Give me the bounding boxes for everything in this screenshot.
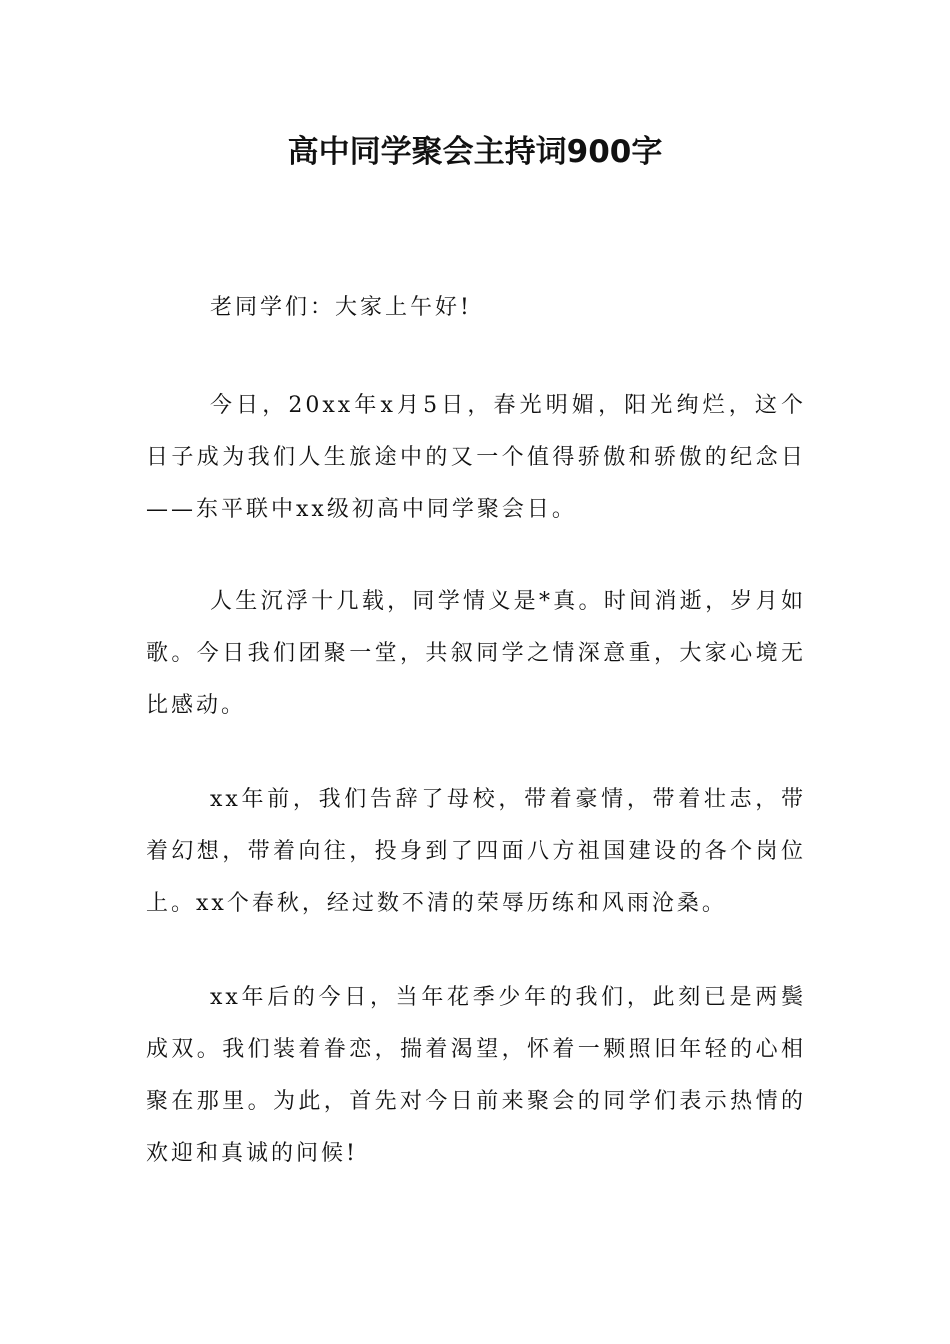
greeting-paragraph: 老同学们：大家上午好! (210, 295, 472, 320)
body-paragraph: 人生沉浮十几载，同学情义是*真。时间消逝，岁月如歌。今日我们团聚一堂，共叙同学之情深意重，大家心境无比感动。 (146, 589, 806, 718)
document-title: 高中同学聚会主持词900字 (287, 134, 663, 170)
body-paragraph: 今日，20xx年x月5日，春光明媚，阳光绚烂，这个日子成为我们人生旅途中的又一个值得骄傲和骄傲的纪念日——东平联中xx级初高中同学聚会日。 (146, 393, 806, 522)
body-paragraph: xx年前，我们告辞了母校，带着豪情，带着壮志，带着幻想，带着向往，投身到了四面八方祖国建设的各个岗位上。xx个春秋，经过数不清的荣辱历练和风雨沧桑。 (146, 787, 806, 916)
body-paragraph: xx年后的今日，当年花季少年的我们，此刻已是两鬓成双。我们装着眷恋，揣着渴望，怀着一颗照旧年轻的心相聚在那里。为此，首先对今日前来聚会的同学们表示热情的欢迎和真诚的问候! (146, 985, 806, 1166)
